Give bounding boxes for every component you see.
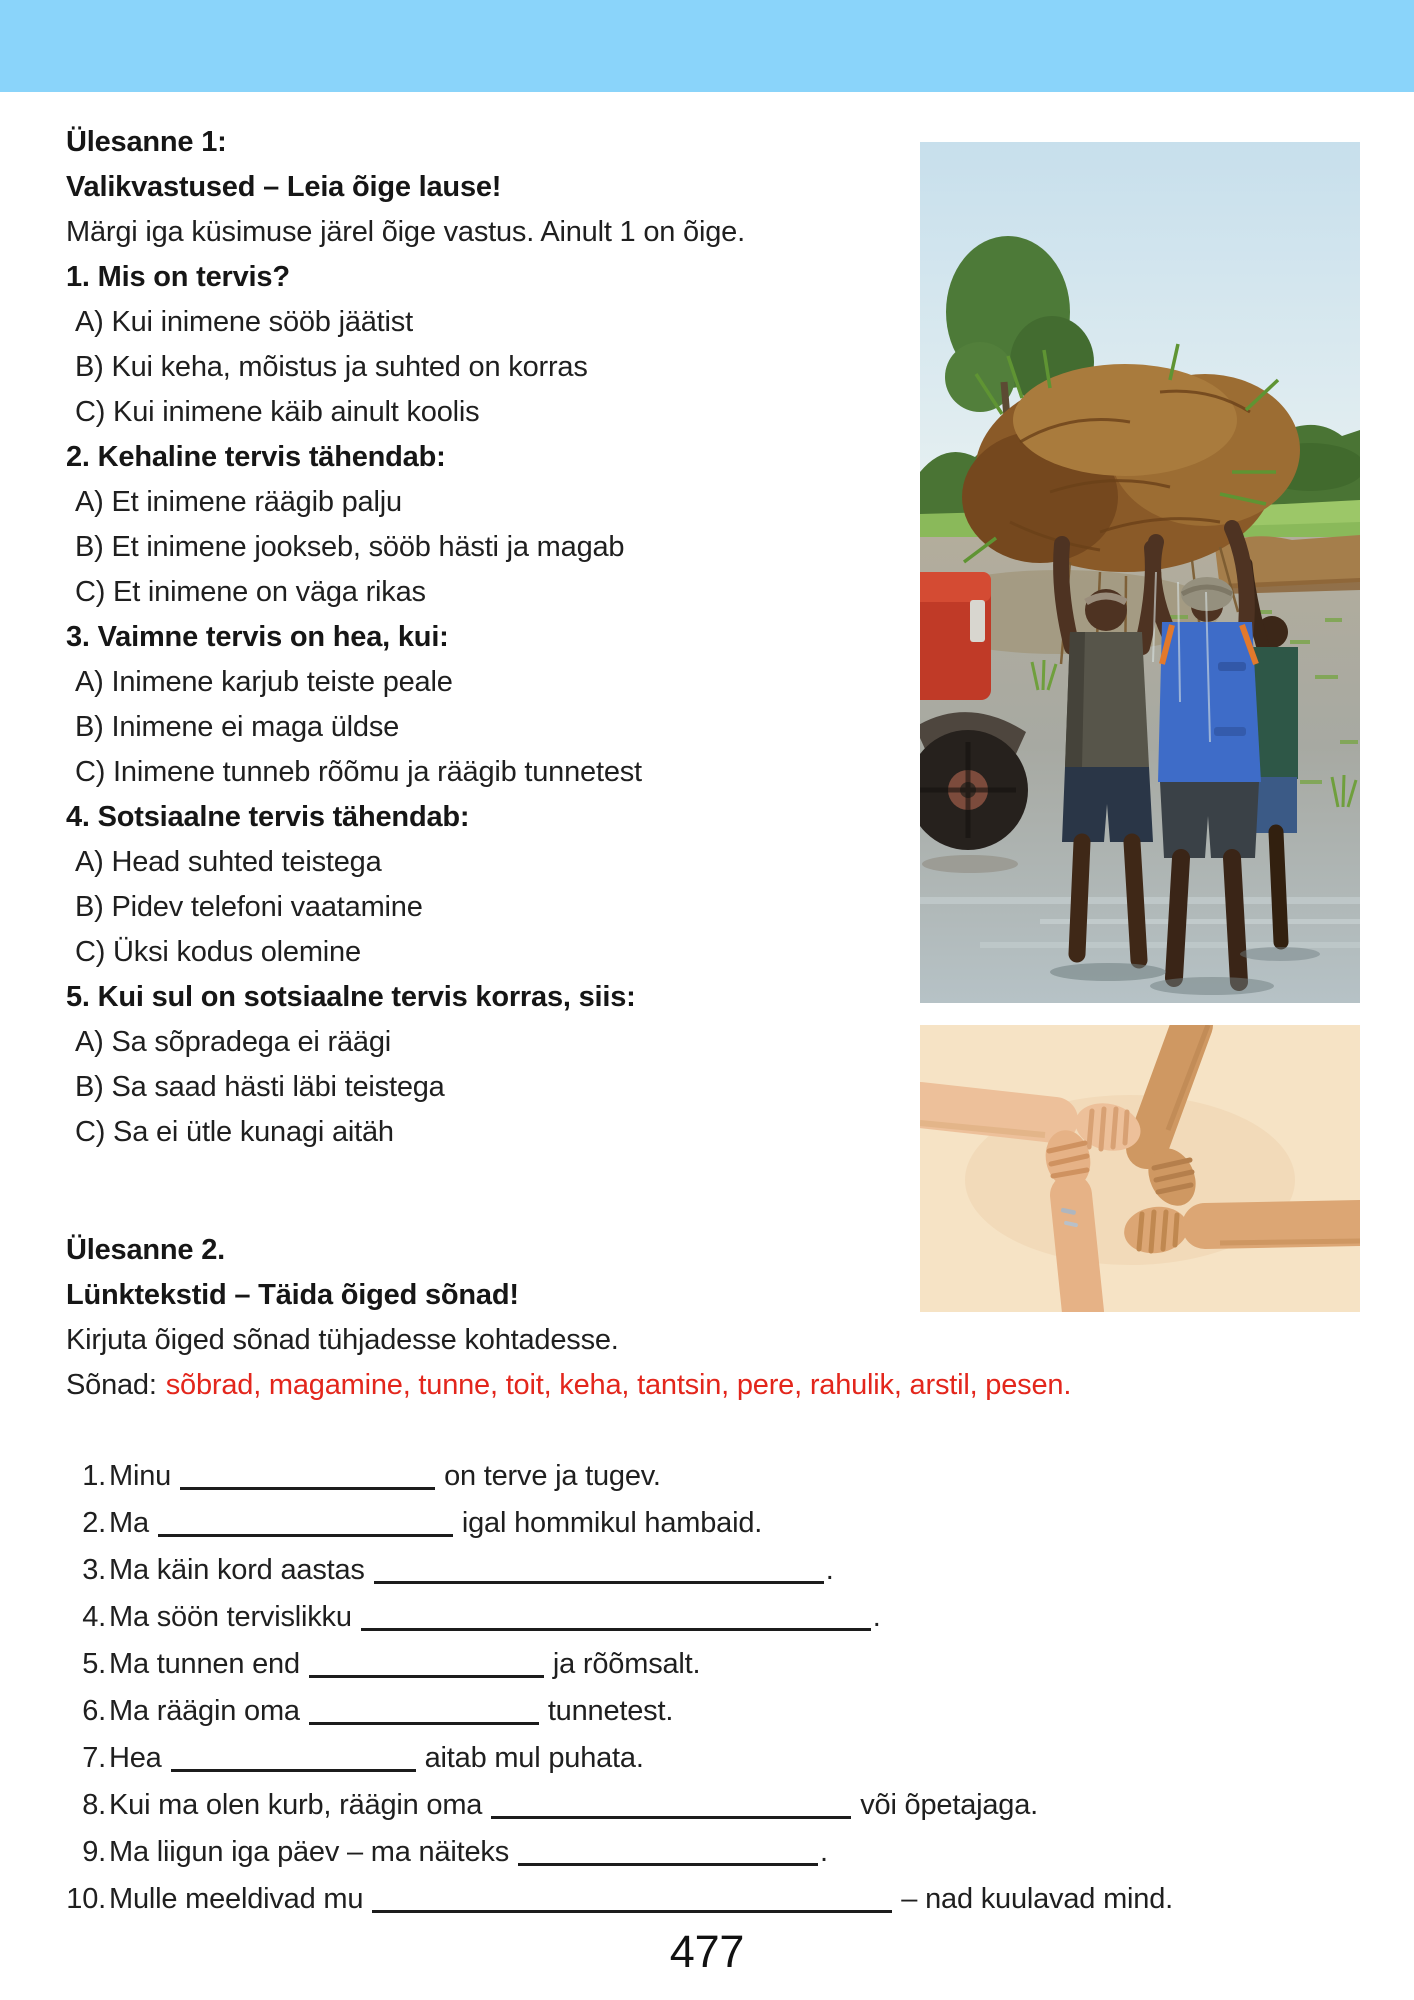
word-bank-words: sõbrad, magamine, tunne, toit, keha, tantsin, pere, rahulik, arstil, pesen. <box>165 1369 1072 1401</box>
word-bank-label: Sõnad: <box>66 1369 157 1401</box>
item-text-pre: Ma söön tervislikku <box>109 1601 352 1633</box>
field-workers-photo <box>920 142 1360 1003</box>
answer-option: B) Et inimene jookseb, sööb hästi ja magab <box>75 531 625 563</box>
fill-blank <box>361 1598 871 1631</box>
fill-blank <box>171 1739 416 1772</box>
fill-blank <box>374 1551 824 1584</box>
answer-option: B) Sa saad hästi läbi teistega <box>75 1071 445 1103</box>
exercise1-subtitle: Valikvastused – Leia õige lause! <box>66 171 502 203</box>
answer-option: C) Et inimene on väga rikas <box>75 576 426 608</box>
fill-blank <box>491 1786 851 1819</box>
list-item <box>60 1781 1408 1828</box>
list-item <box>60 1640 1408 1687</box>
question-options <box>66 480 926 615</box>
item-number: 5. <box>82 1648 106 1680</box>
answer-option: B) Kui keha, mõistus ja suhted on korras <box>75 351 588 383</box>
question-options <box>66 840 926 975</box>
item-number: 3. <box>82 1554 106 1586</box>
item-text-post: või õpetajaga. <box>860 1789 1039 1821</box>
item-text-post: . <box>825 1554 834 1586</box>
fill-blank <box>309 1645 544 1678</box>
item-text-pre: Ma liigun iga päev – ma näiteks <box>109 1836 510 1868</box>
list-item <box>60 1499 1408 1546</box>
answer-option: C) Sa ei ütle kunagi aitäh <box>75 1116 394 1148</box>
answer-option: A) Inimene karjub teiste peale <box>75 666 453 698</box>
item-number: 6. <box>82 1695 106 1727</box>
item-number: 10. <box>66 1883 106 1915</box>
list-item <box>60 1734 1408 1781</box>
item-text-post: on terve ja tugev. <box>444 1460 661 1492</box>
fill-blank <box>518 1833 818 1866</box>
item-text-pre: Kui ma olen kurb, räägin oma <box>109 1789 483 1821</box>
question-label: 3. Vaimne tervis on hea, kui: <box>66 621 449 653</box>
question-label: 5. Kui sul on sotsiaalne tervis korras, siis: <box>66 981 636 1013</box>
list-item <box>60 1875 1408 1922</box>
item-text-post: tunnetest. <box>547 1695 674 1727</box>
question-block <box>66 255 926 435</box>
page-number: 477 <box>669 1926 745 1977</box>
question-label: 4. Sotsiaalne tervis tähendab: <box>66 801 470 833</box>
answer-option: A) Head suhted teistega <box>75 846 382 878</box>
item-number: 4. <box>82 1601 106 1633</box>
item-text-pre: Ma käin kord aastas <box>109 1554 365 1586</box>
fill-blank <box>309 1692 539 1725</box>
item-text-pre: Ma räägin oma <box>109 1695 300 1727</box>
word-bank <box>66 1363 1386 1408</box>
list-item <box>60 1593 1408 1640</box>
item-text-pre: Mulle meeldivad mu <box>109 1883 364 1915</box>
exercise2-instruction: Kirjuta õiged sõnad tühjadesse kohtadesse. <box>66 1324 619 1356</box>
exercise2-section <box>66 1228 1386 1408</box>
question-block <box>66 615 926 795</box>
field-workers-illustration <box>920 142 1360 1003</box>
item-text-post: aitab mul puhata. <box>424 1742 644 1774</box>
answer-option: C) Üksi kodus olemine <box>75 936 361 968</box>
exercise1-title: Ülesanne 1: <box>66 126 227 158</box>
exercise2-title: Ülesanne 2. <box>66 1234 225 1266</box>
answer-option: C) Inimene tunneb rõõmu ja räägib tunnetest <box>75 756 642 788</box>
question-options <box>66 660 926 795</box>
item-text-post: – nad kuulavad mind. <box>901 1883 1173 1915</box>
answer-option: B) Inimene ei maga üldse <box>75 711 400 743</box>
answer-option: A) Sa sõpradega ei räägi <box>75 1026 392 1058</box>
item-number: 8. <box>82 1789 106 1821</box>
question-label: 1. Mis on tervis? <box>66 261 290 293</box>
item-number: 1. <box>82 1460 106 1492</box>
answer-option: A) Et inimene räägib palju <box>75 486 402 518</box>
list-item <box>60 1687 1408 1734</box>
item-text-pre: Hea <box>109 1742 162 1774</box>
item-text-post: ja rõõmsalt. <box>552 1648 701 1680</box>
list-item <box>60 1452 1408 1499</box>
answer-option: B) Pidev telefoni vaatamine <box>75 891 423 923</box>
list-item <box>60 1546 1408 1593</box>
fill-blank <box>180 1457 435 1490</box>
fill-blank <box>158 1504 453 1537</box>
item-text-pre: Ma tunnen end <box>109 1648 300 1680</box>
exercise1-section <box>66 120 926 1155</box>
item-text-post: . <box>872 1601 881 1633</box>
item-text-pre: Minu <box>109 1460 172 1492</box>
list-item <box>60 1828 1408 1875</box>
item-number: 9. <box>82 1836 106 1868</box>
answer-option: A) Kui inimene sööb jäätist <box>75 306 413 338</box>
answer-option: C) Kui inimene käib ainult koolis <box>75 396 480 428</box>
fill-blank <box>372 1880 892 1913</box>
exercise1-instruction: Märgi iga küsimuse järel õige vastus. Ainult 1 on õige. <box>66 216 745 248</box>
item-number: 7. <box>82 1742 106 1774</box>
exercise1-questions <box>66 255 926 1155</box>
question-block <box>66 975 926 1155</box>
question-options <box>66 1020 926 1155</box>
exercise2-list <box>60 1452 1408 1922</box>
question-label: 2. Kehaline tervis tähendab: <box>66 441 446 473</box>
item-number: 2. <box>82 1507 106 1539</box>
question-options <box>66 300 926 435</box>
item-text-post: . <box>820 1836 828 1868</box>
item-text-pre: Ma <box>109 1507 149 1539</box>
header-bar <box>0 0 1414 92</box>
question-block <box>66 435 926 615</box>
exercise2-subtitle: Lünktekstid – Täida õiged sõnad! <box>66 1279 519 1311</box>
item-text-post: igal hommikul hambaid. <box>461 1507 763 1539</box>
question-block <box>66 795 926 975</box>
